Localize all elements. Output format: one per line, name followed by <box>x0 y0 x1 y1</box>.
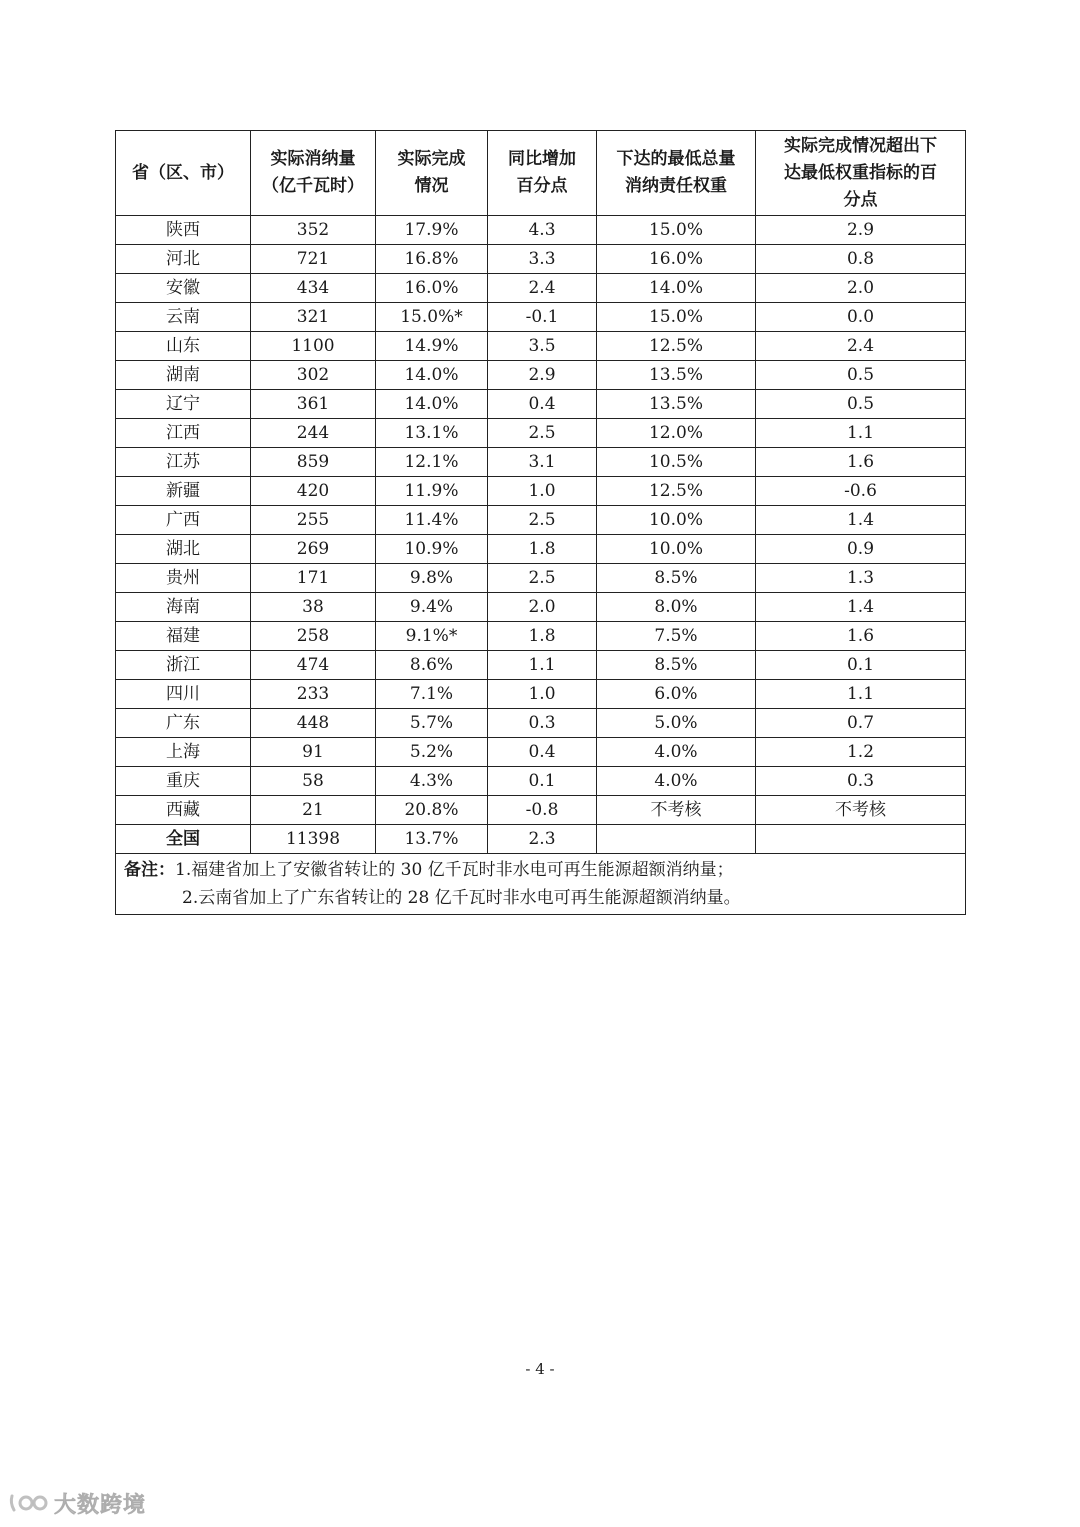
cell-completion: 10.9% <box>376 535 488 564</box>
cell-excess: 2.9 <box>756 216 966 245</box>
table-row <box>116 767 966 796</box>
watermark-text: 大数跨境 <box>54 1492 147 1518</box>
total-cell-completion: 13.7% <box>376 825 488 854</box>
cell-excess: 0.8 <box>756 245 966 274</box>
cell-consumption: 58 <box>251 767 376 796</box>
cell-name: 四川 <box>116 680 251 709</box>
cell-yoy: 3.3 <box>488 245 597 274</box>
header-yoy-increase: 同比增加 百分点 <box>488 131 597 216</box>
cell-name: 浙江 <box>116 651 251 680</box>
cell-excess: 0.5 <box>756 361 966 390</box>
cell-completion: 16.0% <box>376 274 488 303</box>
cell-yoy: 1.0 <box>488 477 597 506</box>
cell-weight: 15.0% <box>597 216 756 245</box>
cell-consumption: 321 <box>251 303 376 332</box>
cell-name: 湖北 <box>116 535 251 564</box>
table-row <box>116 419 966 448</box>
cell-completion: 13.1% <box>376 419 488 448</box>
cell-excess: 不考核 <box>756 796 966 825</box>
cell-completion: 11.4% <box>376 506 488 535</box>
cell-consumption: 269 <box>251 535 376 564</box>
watermark <box>8 1488 146 1518</box>
cell-weight: 4.0% <box>597 738 756 767</box>
cell-consumption: 859 <box>251 448 376 477</box>
cell-yoy: 2.4 <box>488 274 597 303</box>
cell-excess: 0.0 <box>756 303 966 332</box>
cell-excess: 1.1 <box>756 419 966 448</box>
cell-name: 海南 <box>116 593 251 622</box>
cell-completion: 12.1% <box>376 448 488 477</box>
cell-excess: 0.3 <box>756 767 966 796</box>
cell-yoy: 2.5 <box>488 506 597 535</box>
quota-completion-table <box>115 130 966 915</box>
cell-weight: 13.5% <box>597 390 756 419</box>
cell-yoy: 1.0 <box>488 680 597 709</box>
cell-completion: 5.7% <box>376 709 488 738</box>
cell-excess: 2.0 <box>756 274 966 303</box>
cell-excess: 1.6 <box>756 622 966 651</box>
table-row <box>116 245 966 274</box>
cell-excess: 1.1 <box>756 680 966 709</box>
cell-completion: 8.6% <box>376 651 488 680</box>
table-row <box>116 361 966 390</box>
cell-weight: 12.0% <box>597 419 756 448</box>
table-row <box>116 332 966 361</box>
cell-name: 重庆 <box>116 767 251 796</box>
cell-name: 福建 <box>116 622 251 651</box>
table-row <box>116 680 966 709</box>
cell-weight: 10.0% <box>597 535 756 564</box>
cell-completion: 5.2% <box>376 738 488 767</box>
cell-weight: 6.0% <box>597 680 756 709</box>
table-header-row <box>116 131 966 216</box>
cell-weight: 8.5% <box>597 651 756 680</box>
cell-consumption: 302 <box>251 361 376 390</box>
cell-completion: 15.0%* <box>376 303 488 332</box>
table-row <box>116 564 966 593</box>
cell-consumption: 233 <box>251 680 376 709</box>
table-row <box>116 535 966 564</box>
cell-weight: 12.5% <box>597 477 756 506</box>
cell-name: 上海 <box>116 738 251 767</box>
table-row <box>116 622 966 651</box>
notes-label: 备注： <box>124 860 175 880</box>
cell-name: 广东 <box>116 709 251 738</box>
watermark-logo-icon <box>8 1490 50 1516</box>
cell-yoy: 4.3 <box>488 216 597 245</box>
table-row <box>116 709 966 738</box>
cell-weight: 13.5% <box>597 361 756 390</box>
cell-completion: 7.1% <box>376 680 488 709</box>
cell-excess: 0.7 <box>756 709 966 738</box>
cell-completion: 14.0% <box>376 390 488 419</box>
table-row <box>116 593 966 622</box>
cell-completion: 11.9% <box>376 477 488 506</box>
cell-excess: 1.4 <box>756 593 966 622</box>
cell-excess: 1.4 <box>756 506 966 535</box>
cell-completion: 4.3% <box>376 767 488 796</box>
header-actual-completion: 实际完成 情况 <box>376 131 488 216</box>
cell-consumption: 448 <box>251 709 376 738</box>
cell-yoy: 2.5 <box>488 419 597 448</box>
table-row <box>116 651 966 680</box>
cell-weight: 16.0% <box>597 245 756 274</box>
cell-completion: 9.8% <box>376 564 488 593</box>
cell-name: 安徽 <box>116 274 251 303</box>
cell-yoy: 2.0 <box>488 593 597 622</box>
cell-yoy: -0.8 <box>488 796 597 825</box>
cell-name: 湖南 <box>116 361 251 390</box>
cell-excess: 1.3 <box>756 564 966 593</box>
page-number: - 4 - <box>525 1360 555 1378</box>
table-row <box>116 506 966 535</box>
cell-name: 江苏 <box>116 448 251 477</box>
cell-yoy: 1.1 <box>488 651 597 680</box>
cell-yoy: 0.1 <box>488 767 597 796</box>
cell-consumption: 38 <box>251 593 376 622</box>
cell-name: 辽宁 <box>116 390 251 419</box>
cell-yoy: 3.5 <box>488 332 597 361</box>
cell-name: 山东 <box>116 332 251 361</box>
cell-weight: 7.5% <box>597 622 756 651</box>
cell-excess: 1.2 <box>756 738 966 767</box>
cell-weight: 14.0% <box>597 274 756 303</box>
cell-consumption: 420 <box>251 477 376 506</box>
header-province: 省（区、市） <box>116 131 251 216</box>
cell-weight: 4.0% <box>597 767 756 796</box>
cell-consumption: 721 <box>251 245 376 274</box>
table-row <box>116 477 966 506</box>
cell-completion: 20.8% <box>376 796 488 825</box>
cell-completion: 14.0% <box>376 361 488 390</box>
cell-completion: 14.9% <box>376 332 488 361</box>
total-cell-yoy: 2.3 <box>488 825 597 854</box>
cell-completion: 9.1%* <box>376 622 488 651</box>
total-cell-weight <box>597 825 756 854</box>
header-actual-consumption: 实际消纳量 （亿千瓦时） <box>251 131 376 216</box>
table-row <box>116 448 966 477</box>
cell-yoy: 1.8 <box>488 622 597 651</box>
cell-yoy: -0.1 <box>488 303 597 332</box>
cell-name: 贵州 <box>116 564 251 593</box>
total-cell-excess <box>756 825 966 854</box>
table-body <box>116 216 966 854</box>
cell-excess: 1.6 <box>756 448 966 477</box>
cell-consumption: 171 <box>251 564 376 593</box>
cell-completion: 17.9% <box>376 216 488 245</box>
table-row-total <box>116 825 966 854</box>
cell-name: 广西 <box>116 506 251 535</box>
header-min-weight: 下达的最低总量 消纳责任权重 <box>597 131 756 216</box>
cell-excess: -0.6 <box>756 477 966 506</box>
cell-weight: 5.0% <box>597 709 756 738</box>
cell-completion: 9.4% <box>376 593 488 622</box>
table-row <box>116 274 966 303</box>
cell-excess: 0.9 <box>756 535 966 564</box>
cell-weight: 12.5% <box>597 332 756 361</box>
table-row <box>116 738 966 767</box>
note-line-1: 1.福建省加上了安徽省转让的 30 亿千瓦时非水电可再生能源超额消纳量； <box>175 860 734 880</box>
cell-consumption: 474 <box>251 651 376 680</box>
cell-weight: 15.0% <box>597 303 756 332</box>
total-cell-consumption: 11398 <box>251 825 376 854</box>
cell-consumption: 361 <box>251 390 376 419</box>
cell-consumption: 91 <box>251 738 376 767</box>
cell-name: 陕西 <box>116 216 251 245</box>
cell-yoy: 0.4 <box>488 738 597 767</box>
cell-consumption: 244 <box>251 419 376 448</box>
cell-consumption: 352 <box>251 216 376 245</box>
cell-weight: 10.0% <box>597 506 756 535</box>
cell-weight: 8.5% <box>597 564 756 593</box>
cell-yoy: 0.3 <box>488 709 597 738</box>
cell-consumption: 1100 <box>251 332 376 361</box>
cell-name: 新疆 <box>116 477 251 506</box>
cell-consumption: 258 <box>251 622 376 651</box>
cell-yoy: 2.9 <box>488 361 597 390</box>
notes-cell <box>116 854 966 915</box>
note-line-2: 2.云南省加上了广东省转让的 28 亿千瓦时非水电可再生能源超额消纳量。 <box>182 888 741 908</box>
cell-completion: 16.8% <box>376 245 488 274</box>
cell-name: 河北 <box>116 245 251 274</box>
cell-excess: 0.5 <box>756 390 966 419</box>
cell-weight: 8.0% <box>597 593 756 622</box>
cell-consumption: 21 <box>251 796 376 825</box>
cell-yoy: 3.1 <box>488 448 597 477</box>
total-cell-name: 全国 <box>116 825 251 854</box>
cell-yoy: 2.5 <box>488 564 597 593</box>
cell-yoy: 1.8 <box>488 535 597 564</box>
cell-weight: 10.5% <box>597 448 756 477</box>
cell-name: 云南 <box>116 303 251 332</box>
cell-name: 西藏 <box>116 796 251 825</box>
cell-weight: 不考核 <box>597 796 756 825</box>
table-row <box>116 216 966 245</box>
table-row <box>116 303 966 332</box>
notes-row <box>116 854 966 915</box>
cell-excess: 2.4 <box>756 332 966 361</box>
cell-consumption: 255 <box>251 506 376 535</box>
cell-excess: 0.1 <box>756 651 966 680</box>
cell-name: 江西 <box>116 419 251 448</box>
header-excess-points: 实际完成情况超出下 达最低权重指标的百 分点 <box>756 131 966 216</box>
table-row <box>116 796 966 825</box>
table-row <box>116 390 966 419</box>
cell-yoy: 0.4 <box>488 390 597 419</box>
cell-consumption: 434 <box>251 274 376 303</box>
